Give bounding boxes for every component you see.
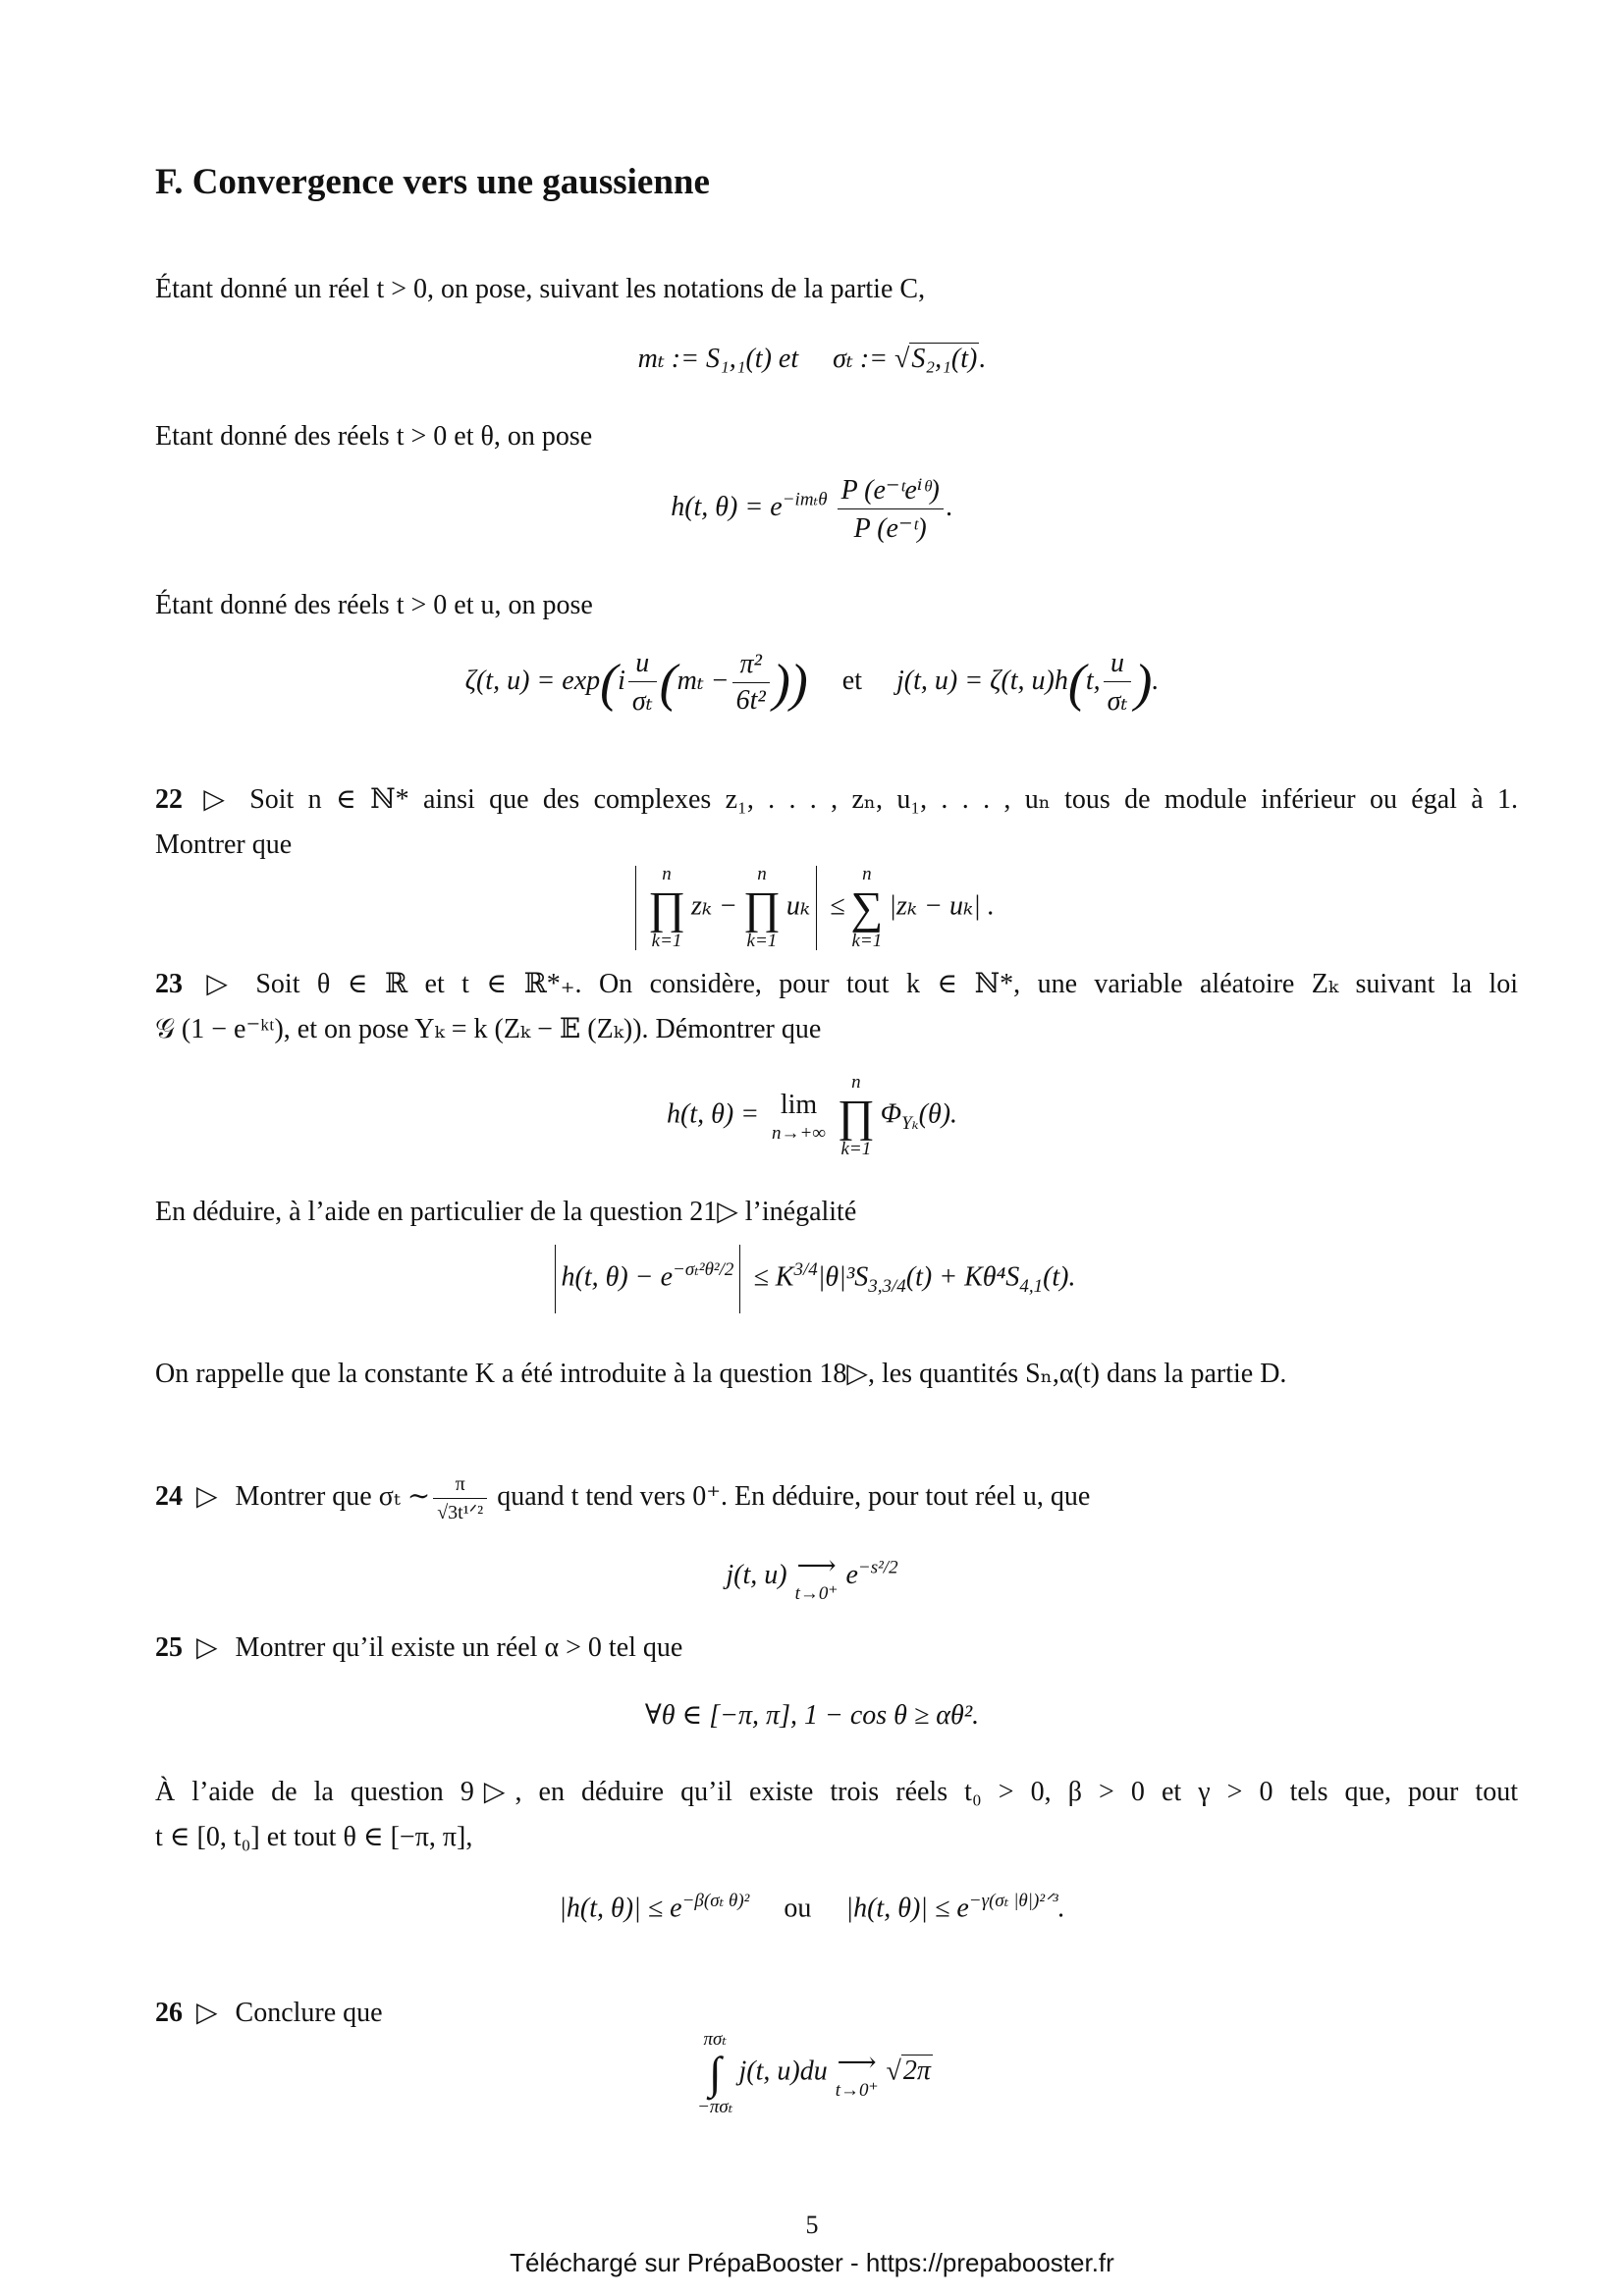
denominator: σₜ bbox=[1107, 686, 1128, 717]
question-24 bbox=[155, 1472, 1518, 1524]
product-symbol: ∏ bbox=[743, 882, 781, 933]
integral-symbol: ∫ bbox=[708, 2048, 722, 2098]
triangle-marker-icon: ▷ bbox=[196, 1480, 218, 1512]
s-subscript: 3,3/4 bbox=[868, 1276, 906, 1298]
k-exponent: 3/4 bbox=[793, 1259, 818, 1281]
upper-limit: n bbox=[851, 1072, 861, 1093]
lower-limit: k=1 bbox=[651, 931, 682, 951]
question-text-2: quand t tend vers 0⁺. En déduire, pour tout réel u, que bbox=[497, 1480, 1091, 1512]
eq-z: zₖ − bbox=[690, 890, 737, 922]
eq-mt: mₜ := S₁,₁(t) et bbox=[637, 344, 799, 374]
equation-j-limit bbox=[0, 1549, 1624, 1605]
equation-integral bbox=[0, 2028, 1624, 2118]
eq-ou: ou bbox=[784, 1893, 812, 1924]
equation-cos: ∀θ ∈ [−π, π], 1 − cos θ ≥ αθ². bbox=[644, 1700, 980, 1731]
equation-h bbox=[0, 473, 1624, 545]
question-25-line-2: t ∈ [0, t₀] et tout θ ∈ [−π, π], bbox=[155, 1822, 473, 1852]
question-number: 26 bbox=[155, 1998, 183, 2028]
lower-limit: k=1 bbox=[840, 1139, 872, 1159]
denominator: σₜ bbox=[631, 686, 653, 717]
question-22 bbox=[155, 783, 1518, 817]
bound-2: |h(t, θ)| ≤ e bbox=[845, 1893, 969, 1924]
sum-symbol: ∑ bbox=[850, 882, 884, 933]
lim: lim bbox=[780, 1089, 818, 1120]
eq-t: t, bbox=[1085, 665, 1101, 696]
product-symbol: ∏ bbox=[648, 882, 685, 933]
eq-h-lhs: h(t, θ) = e bbox=[671, 491, 783, 522]
lower-limit: −πσₜ bbox=[697, 2097, 733, 2117]
question-number: 22 bbox=[155, 784, 183, 815]
bound-1: |h(t, θ)| ≤ e bbox=[559, 1893, 682, 1924]
question-26 bbox=[155, 1997, 1518, 2030]
eq-et: et bbox=[841, 665, 863, 696]
numerator: u bbox=[628, 648, 657, 682]
sqrt-radicand: 2π bbox=[902, 2056, 931, 2087]
eq-h-exponent: −imₜθ bbox=[782, 489, 828, 510]
ineq-k: ≤ K bbox=[753, 1261, 794, 1293]
bound-2-exponent: −γ(σₜ |θ|)²ᐟ³ bbox=[968, 1891, 1058, 1911]
equation-h-bounds bbox=[0, 1890, 1624, 1924]
ineq-exponent: −σₜ²θ²/2 bbox=[673, 1259, 734, 1281]
question-text: Soit n ∈ ℕ* ainsi que des complexes z₁, . . . , zₙ, u₁, . . . , uₙ tous de module inférieur ou égal à 1. bbox=[249, 784, 1518, 815]
eq-lhs: h(t, θ) = bbox=[666, 1098, 760, 1130]
numerator: π² bbox=[732, 649, 770, 683]
bound-1-exponent: −β(σₜ θ)² bbox=[681, 1891, 750, 1911]
product-symbol: ∏ bbox=[837, 1091, 875, 1141]
triangle-marker-icon: ▷ bbox=[196, 1632, 218, 1663]
question-text: Soit θ ∈ ℝ et t ∈ ℝ*₊. On considère, pour tout k ∈ ℕ*, une variable aléatoire Zₖ suivant la loi bbox=[255, 969, 1518, 999]
eq-end: . bbox=[946, 491, 953, 522]
sqrt-symbol: √ bbox=[886, 2056, 901, 2087]
ineq-lhs: h(t, θ) − e bbox=[561, 1261, 674, 1293]
question-23-line-2: 𝒢 (1 − e⁻ᵏᵗ), et on pose Yₖ = k (Zₖ − 𝔼 (Zₖ)). Démontrer que bbox=[155, 1014, 822, 1044]
question-number: 24 bbox=[155, 1480, 183, 1512]
denominator: √3t¹ᐟ² bbox=[437, 1502, 484, 1523]
question-text: Montrer que σₜ ∼ bbox=[235, 1480, 431, 1512]
eq-end: . bbox=[1152, 665, 1160, 696]
triangle-marker-icon: ▷ bbox=[196, 784, 233, 815]
integrand: j(t, u)du bbox=[738, 2056, 828, 2087]
deduce-text: En déduire, à l’aide en particulier de la question 21▷ l’inégalité bbox=[155, 1197, 857, 1227]
phi-subscript: Yₖ bbox=[901, 1113, 919, 1135]
arrow-subscript: t→0⁺ bbox=[835, 2079, 879, 2101]
denominator: P (e⁻ᵗ) bbox=[853, 513, 927, 544]
eq-zeta-lhs: ζ(t, u) = exp bbox=[464, 665, 601, 696]
recall-text: On rappelle que la constante K a été introduite à la question 18▷, les quantités Sₙ,α(t) dans la partie D. bbox=[155, 1359, 1287, 1389]
eq-rhs: |zₖ − uₖ| . bbox=[889, 890, 995, 922]
triangle-marker-icon: ▷ bbox=[196, 969, 239, 999]
eq-end: (t). bbox=[1043, 1261, 1076, 1293]
eq-leq: ≤ bbox=[830, 890, 845, 922]
eq-h-fraction bbox=[838, 473, 944, 545]
equation-inequality bbox=[0, 1245, 1624, 1313]
eq-sigma-radicand: S₂,₁(t) bbox=[911, 344, 978, 374]
equation-zeta-j: ζ(t, u) = exp(i $\frac{u}{\text{σₜ}}$ (mₜ − $\frac{\text{π²}}{\text{6t²}}$ )) et j(t, u) = ζ(t, u)h(t, $\frac{u}{\text{σₜ}}$ ). bbox=[464, 648, 1160, 717]
upper-limit: n bbox=[862, 864, 872, 884]
question-text: Conclure que bbox=[235, 1998, 383, 2028]
equation-mt-sigma bbox=[0, 342, 1624, 375]
question-22-line-2: Montrer que bbox=[155, 829, 293, 860]
lower-limit: k=1 bbox=[746, 931, 778, 951]
intro-paragraph-1: Étant donné un réel t > 0, on pose, suivant les notations de la partie C, bbox=[155, 274, 926, 304]
upper-limit: n bbox=[662, 864, 672, 884]
section-title: F. Convergence vers une gaussienne bbox=[155, 162, 710, 202]
intro-paragraph-2: Etant donné des réels t > 0 et θ, on pose bbox=[155, 421, 593, 452]
lim-subscript: n→+∞ bbox=[772, 1123, 826, 1145]
s-subscript: 4,1 bbox=[1019, 1276, 1044, 1298]
question-text: Montrer qu’il existe un réel α > 0 tel que bbox=[235, 1632, 683, 1663]
eq-mt: mₜ − bbox=[677, 665, 730, 696]
eq-lhs: j(t, u) bbox=[726, 1559, 787, 1590]
eq-exponent: −s²/2 bbox=[857, 1557, 898, 1578]
intro-paragraph-3: Étant donné des réels t > 0 et u, on pose bbox=[155, 590, 593, 620]
eq-end: (θ). bbox=[918, 1098, 958, 1130]
question-23 bbox=[155, 968, 1518, 1001]
question-number: 25 bbox=[155, 1632, 183, 1663]
numerator: u bbox=[1104, 648, 1132, 682]
numerator: π bbox=[433, 1472, 487, 1499]
equation-product-inequality bbox=[0, 864, 1624, 952]
eq-end: . bbox=[979, 344, 987, 374]
eq-sigma: σₜ := √ bbox=[833, 344, 910, 374]
eq-u: uₖ bbox=[785, 890, 811, 922]
triangle-marker-icon: ▷ bbox=[196, 1998, 218, 2028]
arrow-icon: ⟶ bbox=[837, 2047, 877, 2078]
numerator: P (e⁻ᵗeⁱᶿ) bbox=[838, 473, 944, 509]
question-number: 23 bbox=[155, 969, 183, 999]
denominator: 6t² bbox=[735, 685, 766, 716]
ineq-k-theta: (t) + Kθ⁴S bbox=[905, 1261, 1020, 1293]
equation-h-limit bbox=[0, 1072, 1624, 1160]
question-25 bbox=[155, 1631, 1518, 1665]
lower-limit: k=1 bbox=[851, 931, 883, 951]
upper-limit: πσₜ bbox=[703, 2029, 728, 2050]
ineq-theta-s: |θ|³S bbox=[817, 1261, 869, 1293]
question-25-line-1: À l’aide de la question 9▷, en déduire qu’il existe trois réels t₀ > 0, β > 0 et γ > 0 tels que, pour tout bbox=[155, 1777, 1518, 1807]
eq-j-lhs: j(t, u) = ζ(t, u)h bbox=[896, 665, 1068, 696]
eq-rhs: e bbox=[845, 1559, 858, 1590]
eq-end: . bbox=[1057, 1893, 1065, 1924]
upper-limit: n bbox=[757, 864, 767, 884]
arrow-subscript: t→0⁺ bbox=[794, 1583, 839, 1604]
phi: Φ bbox=[880, 1098, 902, 1130]
footer-download-notice: Téléchargé sur PrépaBooster - https://prepabooster.fr bbox=[510, 2248, 1114, 2277]
page-number: 5 bbox=[805, 2211, 819, 2239]
eq-i: i bbox=[618, 665, 625, 696]
arrow-icon: ⟶ bbox=[796, 1551, 837, 1581]
